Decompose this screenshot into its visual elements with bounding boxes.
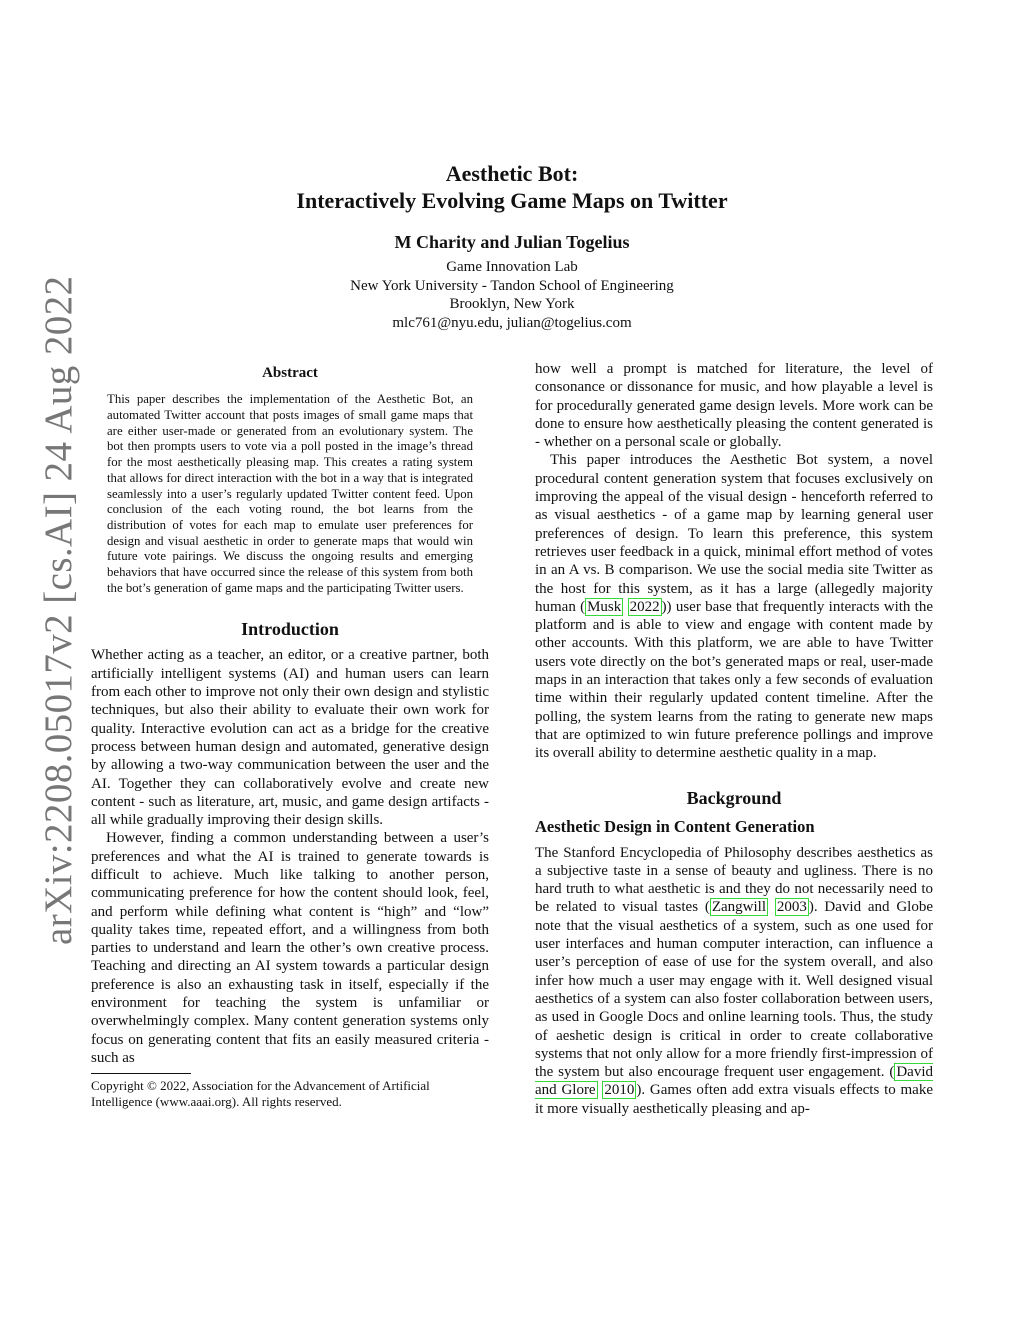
paper-title-line-1: Aesthetic Bot: <box>445 161 579 186</box>
introduction-heading: Introduction <box>241 619 339 640</box>
intro-paragraph-2: However, finding a common understanding between a user’s preferences and what the AI is trained to generate towards is difficult to achieve. Much like talking to another person, communicating preference for how the content should look, feel, and perform while defining what content is “high” and “low” quality takes time, repeated effort, and a willingness from both parties to understand and learn the other’s own creative process. Teaching and directing an AI system towards a particular design preference is also an exhausting task in itself, especially if the environment for teaching the system is unfamiliar or overwhelmingly complex. Many content generation systems only focus on generating content that fits an easily measured criteria - such as <box>91 830 489 1066</box>
arxiv-identifier-stamp[interactable]: arXiv:2208.05017v2 [cs.AI] 24 Aug 2022 <box>37 275 80 945</box>
intro-paragraph-3: how well a prompt is matched for literature, the level of consonance or dissonance for music, and how playable a level is for procedurally generated game design levels. More work can be done to ensure how aesthetically pleasing the content generated is - whether on a personal scale or globally. <box>535 361 933 451</box>
abstract-text: This paper describes the implementation of the Aesthetic Bot, an automated Twitter account that posts images of small game maps that are either user-made or generated from an evolutionary system. The bot then prompts users to vote via a poll posted in the image’s thread for the most aesthetically pleasing map. This creates a rating system that allows for direct interaction with the bot in a way that is integrated seamlessly into a user’s regularly updated Twitter content feed. Upon conclusion of the each voting round, the bot learns from the distribution of votes for each map to emulate user preferences for design and visual aesthetic in order to generate maps that would win future vote pairings. We discuss the ongoing results and emerging behaviors that have occurred since the release of this system from both the bot’s generation of game maps and the participating Twitter users. <box>107 392 473 595</box>
background-paragraph-1-part-b: ). David and Globe note that the visual aesthetics of a system, such as one used for user interfaces and human computer interaction, can influence a user’s perception of ease of use for the system overall, and also infer how much a user may engage with it. Well designed visual aesthetics of a system can also foster collaboration between users, as used in Google Docs and online learning tools. Thus, the study of aeshetic design is critical in order to create collaborative systems that not only allow for a more friendly first-impression of the system but also encourage frequent user engagement. ( <box>535 899 934 1081</box>
paper-title-line-2: Interactively Evolving Game Maps on Twitter <box>296 188 728 213</box>
author-names: M Charity and Julian Togelius <box>394 232 630 252</box>
author-emails[interactable]: mlc761@nyu.edu, julian@togelius.com <box>392 314 632 331</box>
intro-paragraph-1: Whether acting as a teacher, an editor, or a creative partner, both artificially intelligent systems (AI) and human users can learn from each other to improve not only their own design and stylistic techniques, but also their ability to evaluate their own work for quality. Interactive evolution can act as a bridge for the creative process between human design and automated, generative design by allowing a two-way communication between the user and the AI. Together they can collaboratively evolve and create new content - such as literature, art, music, and game design artifacts - all while gradually improving their design skills. <box>91 647 489 829</box>
citation-zangwill-author[interactable]: Zangwill <box>711 899 767 916</box>
background-heading: Background <box>686 787 782 808</box>
footnote-rule <box>91 1073 191 1074</box>
citation-zangwill-year[interactable]: 2003 <box>776 899 807 916</box>
left-column <box>91 360 489 1110</box>
affiliation-lab: Game Innovation Lab <box>446 259 578 275</box>
background-paragraph-1-part-a: The Stanford Encyclopedia of Philosophy describes aesthetics as a subjective taste in a sense of beauty and ugliness. There is no hard truth to what aesthetic is and they do not necessarily need to be related to visual tastes ( <box>535 844 933 916</box>
affiliation-city: Brooklyn, New York <box>449 296 575 313</box>
paper-header <box>0 160 1024 332</box>
intro-paragraph-4 <box>535 451 933 762</box>
background-paragraph-1-part-c: ). Games often add extra visuals effects to make it more visually aesthetically pleasing and ap- <box>535 1082 933 1117</box>
citation-musk-author[interactable]: Musk <box>587 598 622 615</box>
citation-david-glore-year[interactable]: 2010 <box>604 1082 635 1099</box>
citation-musk-year[interactable]: 2022 <box>629 598 660 615</box>
intro-paragraph-4-part-a: This paper introduces the Aesthetic Bot system, a novel procedural content generation system that focuses exclusively on improving the appeal of the visual design - henceforth referred to as visual aesthetics - of a game map by learning general user preferences of design. To learn this preference, this system retrieves user feedback in a quick, minimal effort method of votes in an A vs. B comparison. We use the social media site Twitter as the host for this system, as it has a large (allegedly majority human ( <box>535 452 933 615</box>
citation-david-glore-authors[interactable]: David and Glore <box>535 1064 933 1099</box>
abstract-heading: Abstract <box>262 365 318 381</box>
right-column <box>535 360 933 1118</box>
copyright-footnote: Copyright © 2022, Association for the Advancement of Artificial Intelligence (www.aaai.org). All rights reserved. <box>91 1078 430 1110</box>
intro-paragraph-4-part-b: )) user base that frequently interacts with the platform and is able to view and engage with content made by other accounts. With this platform, we are able to have Twitter users vote directly on the bot’s generated maps or real, user-made maps in an interaction that takes only a few seconds of evaluation time within their regularly updated content timeline. After the polling, the system learns from the rating to generate new maps that are optimized to win future preference pollings and improve its overall ability to determine aesthetic quality in a map. <box>535 598 934 762</box>
background-paragraph-1 <box>535 844 933 1118</box>
aesthetic-design-subheading: Aesthetic Design in Content Generation <box>535 816 815 836</box>
affiliation-school: New York University - Tandon School of Engineering <box>350 277 674 294</box>
